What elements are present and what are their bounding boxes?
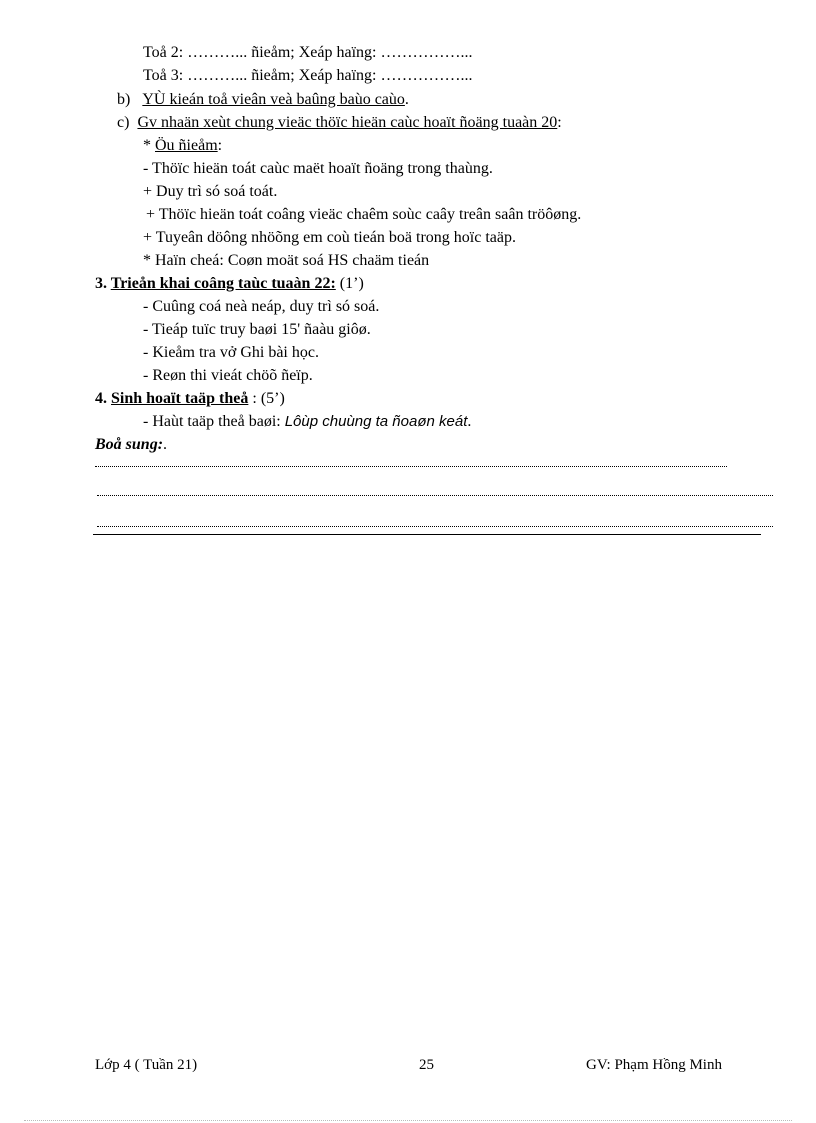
task-item-1: - Cuûng coá neà neáp, duy trì só soá. bbox=[143, 298, 380, 315]
item-c bbox=[117, 113, 562, 133]
page-bottom-edge bbox=[24, 1120, 792, 1121]
section-3-title: Trieån khai coâng taùc tuaàn 22: bbox=[110, 275, 336, 292]
activity-item bbox=[143, 412, 471, 432]
section-4-title: Sinh hoaït taäp theå bbox=[111, 390, 249, 407]
score-line-group-2: Toå 2: ………... ñieåm; Xeáp haïng: ……………... bbox=[143, 44, 473, 61]
item-b-text: YÙ kieán toå vieân veà baûng baùo caùo bbox=[142, 91, 405, 108]
supplement-label: Boå sung: bbox=[95, 436, 164, 453]
task-item-2: - Tieáp tuïc truy baøi 15' ñaàu giôø. bbox=[143, 321, 371, 338]
task-item-4: - Reøn thi vieát chöõ ñeïp. bbox=[143, 367, 313, 384]
strengths-star: * bbox=[143, 137, 155, 154]
activity-period: . bbox=[467, 413, 472, 430]
strengths-label: Öu ñieåm bbox=[155, 137, 218, 154]
supplement-end: . bbox=[163, 436, 168, 453]
footer-teacher: GV: Phạm Hồng Minh bbox=[586, 1057, 722, 1073]
item-c-text: Gv nhaän xeùt chung vieäc thöïc hieän caùc hoaït ñoäng tuaàn 20 bbox=[137, 114, 558, 131]
item-c-colon: : bbox=[557, 114, 562, 131]
item-b-marker: b) bbox=[117, 91, 131, 108]
section-4-number: 4. bbox=[95, 390, 111, 407]
section-3-number: 3. bbox=[95, 275, 111, 292]
supplement-heading bbox=[95, 435, 167, 455]
supplement-dotted-line-3 bbox=[97, 526, 773, 527]
section-4-time: : (5’) bbox=[248, 390, 285, 407]
strength-item-1: - Thöïc hieän toát caùc maët hoaït ñoäng trong thaùng. bbox=[143, 160, 493, 177]
supplement-dotted-line-1 bbox=[95, 466, 727, 467]
strength-item-3: + Thöïc hieän toát coâng vieäc chaêm soùc caây treân saân tröôøng. bbox=[146, 206, 582, 223]
section-3-time: (1’) bbox=[335, 275, 364, 292]
strength-item-2: + Duy trì só soá toát. bbox=[143, 183, 278, 200]
item-b-period: . bbox=[404, 91, 409, 108]
activity-song-title: Lôùp chuùng ta ñoaøn keát bbox=[284, 413, 468, 430]
limitations-line: * Haïn cheá: Coøn moät soá HS chaäm tieán bbox=[143, 252, 430, 269]
section-end-rule bbox=[93, 534, 761, 535]
item-c-marker: c) bbox=[117, 114, 130, 131]
section-3-heading bbox=[95, 274, 364, 294]
task-item-3: - Kieåm tra vở Ghi bài học. bbox=[143, 344, 319, 361]
section-4-heading bbox=[95, 389, 285, 409]
strengths-colon: : bbox=[217, 137, 223, 154]
footer-page-number: 25 bbox=[419, 1057, 434, 1073]
strengths-heading bbox=[143, 136, 222, 156]
item-b bbox=[117, 90, 409, 110]
score-line-group-3: Toå 3: ………... ñieåm; Xeáp haïng: ……………... bbox=[143, 67, 473, 84]
footer-class-week: Lớp 4 ( Tuần 21) bbox=[95, 1057, 198, 1073]
activity-prefix: - Haùt taäp theå baøi: bbox=[143, 413, 285, 430]
supplement-dotted-line-2 bbox=[97, 495, 773, 496]
strength-item-4: + Tuyeân döông nhöõng em coù tieán boä trong hoïc taäp. bbox=[143, 229, 516, 246]
